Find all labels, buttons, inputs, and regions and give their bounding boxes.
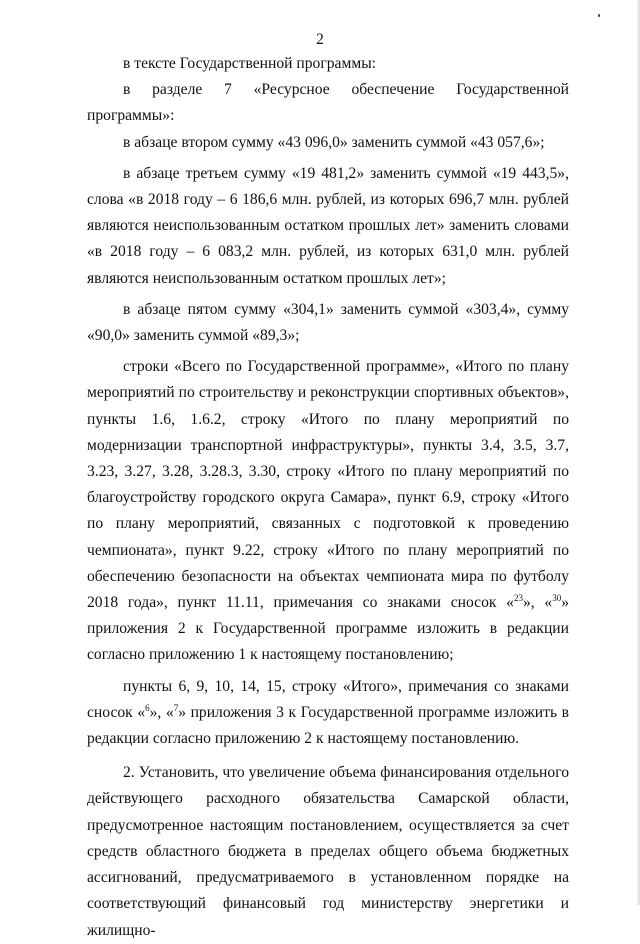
text-run: », « [149, 703, 174, 721]
text-run: » приложения 3 к Государственной программе изложить в редакции согласно приложению 2 к настоящему постановлению. [87, 703, 570, 748]
document-body [87, 51, 569, 944]
footnote-mark: 6 [145, 702, 150, 713]
paragraph-rows-appendix-2 [87, 354, 569, 668]
footnote-mark: 30 [552, 593, 562, 604]
text-run: », « [522, 594, 553, 612]
paragraph-clause-2: 2. Установить, что увеличение объема финансирования отдельного действующего расходного обязательства Самарской области, предусмотренное настоящим постановлением, осуществляется за счет средств областного бюджета в пределах общего объема бюджетных ассигнований, предусматриваемого в установленном порядке на соответствующий финансовый год министерству энергетики и жилищно- [87, 764, 569, 939]
paragraph-second-abzac: в абзаце втором сумму «43 096,0» заменить суммой «43 057,6»; [123, 133, 545, 151]
paragraph-items-appendix-3 [87, 674, 569, 753]
paragraph-section-7: в разделе 7 «Ресурсное обеспечение Государственной программы»: [87, 81, 569, 125]
text-run: строки «Всего по Государственной программе», «Итого по плану мероприятий по строительству и реконструкции спортивных объектов», пункты 1.6, 1.6.2, строку «Итого по плану мероприятий по модернизации транспортной инфраструктуры», пункты 3.4, 3.5, 3.7, 3.23, 3.27, 3.28, 3.28.3, 3.30, строку «Итого по плану мероприятий по благоустройству городского округа Самара», пункт 6.9, строку «Итого по плану мероприятий, связанных с подготовкой к проведению чемпионата», пункт 9.22, строку «Итого по плану мероприятий по обеспечению безопасности на объектах чемпионата мира по футболу 2018 года», пункт 11.11, примечания со знаками сносок « [87, 358, 569, 612]
page-number: 2 [316, 31, 324, 48]
text-run: » приложения 2 к Государственной программе изложить в редакции согласно приложению 1 к настоящему постановлению; [87, 594, 569, 664]
text-run: пункты 6, 9, 10, 14, 15, строку «Итого», примечания со знаками сносок « [87, 677, 569, 721]
footnote-mark: 7 [173, 702, 179, 713]
footnote-mark: 23 [513, 593, 523, 604]
scan-speck [598, 14, 600, 17]
paragraph-third-abzac: в абзаце третьем сумму «19 481,2» заменить суммой «19 443,5», слова «в 2018 году – 6 186,6 млн. рублей, из которых 696,7 млн. рублей являются неиспользованным остатком прошлых лет» заменить словами «в 2018 году – 6 083,2 млн. рублей, из которых 631,0 млн. рублей являются неиспользованным остатком прошлых лет»; [87, 164, 569, 287]
paragraph-fifth-abzac: в абзаце пятом сумму «304,1» заменить суммой «303,4», сумму «90,0» заменить суммой «89,3»; [87, 300, 569, 345]
paragraph-intro: в тексте Государственной программы: [123, 55, 377, 72]
